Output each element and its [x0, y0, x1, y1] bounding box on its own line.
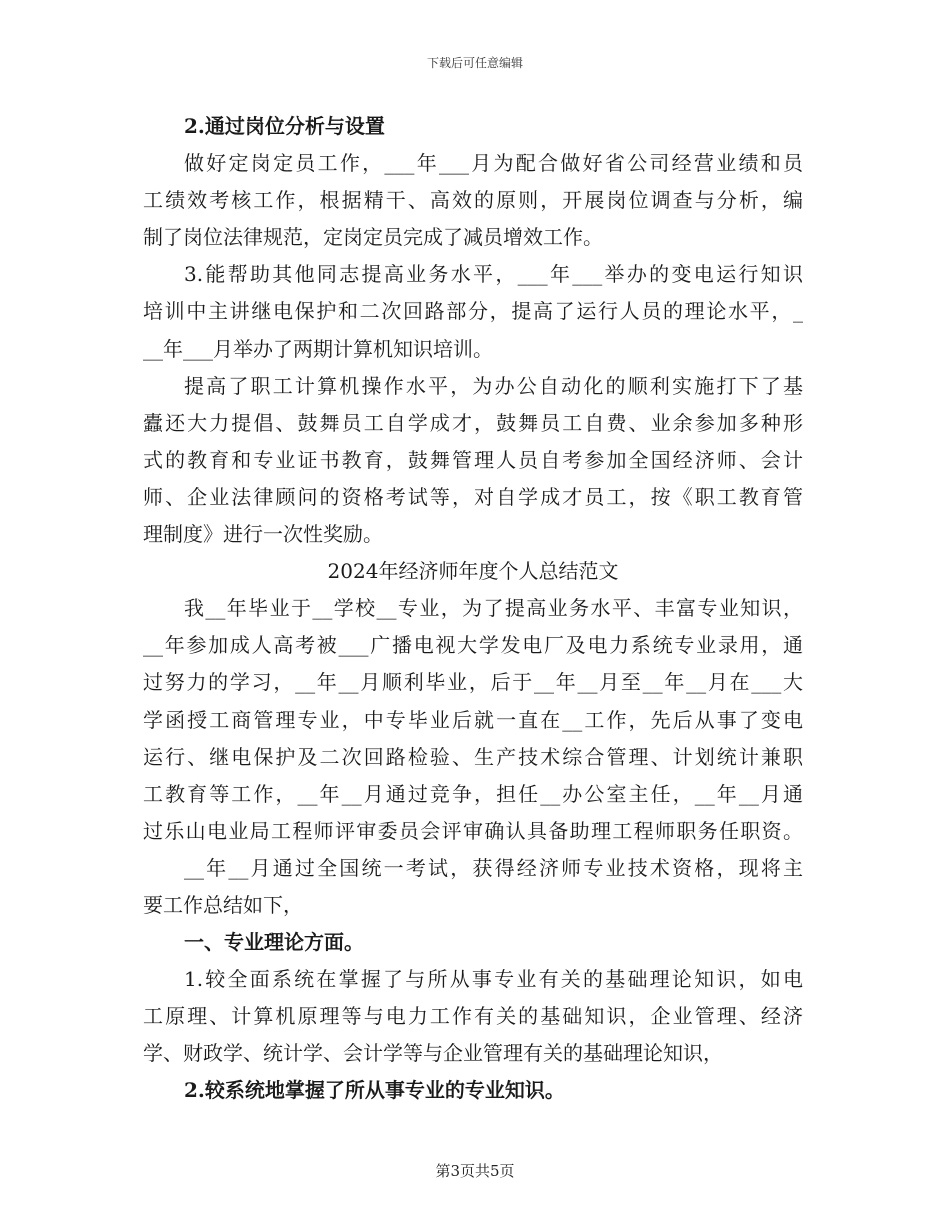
paragraph-line: __年__月通过全国统一考试，获得经济师专业技术资格，现将主: [184, 855, 803, 880]
paragraph-line: 做好定岗定员工作，___年___月为配合做好省公司经营业绩和员: [184, 151, 803, 176]
section-heading: 2.通过岗位分析与设置: [184, 114, 385, 138]
paragraph-line: 学、财政学、统计学、会计学等与企业管理有关的基础理论知识，: [143, 1041, 723, 1066]
paragraph-line: 我__年毕业于__学校__专业，为了提高业务水平、丰富专业知识，: [184, 596, 803, 621]
paragraph-line: 过努力的学习，__年__月顺利毕业，后于__年__月至__年__月在___大: [143, 670, 803, 695]
article-title: 2024年经济师年度个人总结范文: [327, 559, 619, 584]
paragraph-line: 蠹还大力提倡、鼓舞员工自学成才，鼓舞员工自费、业余参加多种形: [143, 410, 803, 435]
paragraph-line: 1.较全面系统在掌握了与所从事专业有关的基础理论知识，如电: [184, 967, 803, 992]
page-number: 第3页共5页: [435, 1162, 515, 1180]
page-header: 下载后可任意编辑: [426, 56, 523, 70]
section-heading: 2.较系统地掌握了所从事专业的专业知识。: [184, 1078, 565, 1103]
paragraph-line: 工原理、计算机原理等与电力工作有关的基础知识，企业管理、经济: [143, 1004, 803, 1029]
paragraph-line: 学函授工商管理专业，中专毕业后就一直在__工作，先后从事了变电: [143, 707, 803, 732]
paragraph-line: 理制度》进行一次性奖励。: [143, 522, 383, 547]
section-heading: 一、专业理论方面。: [184, 930, 364, 955]
paragraph-line: 培训中主讲继电保护和二次回路部分，提高了运行人员的理论水平，_: [143, 299, 803, 324]
paragraph-line: 制了岗位法律规范，定岗定员完成了减员增效工作。: [143, 225, 603, 250]
paragraph-line: __年___月举办了两期计算机知识培训。: [143, 336, 493, 361]
paragraph-line: __年参加成人高考被___广播电视大学发电厂及电力系统专业录用，通: [143, 633, 803, 658]
paragraph-line: 工教育等工作，__年__月通过竞争，担任__办公室主任，__年__月通: [143, 781, 803, 806]
paragraph-line: 工绩效考核工作，根据精干、高效的原则，开展岗位调查与分析，编: [143, 188, 803, 213]
paragraph-line: 要工作总结如下，: [143, 892, 303, 917]
paragraph-line: 师、企业法律顾问的资格考试等，对自学成才员工，按《职工教育管: [143, 484, 803, 509]
paragraph-line: 式的教育和专业证书教育，鼓舞管理人员自考参加全国经济师、会计: [143, 447, 803, 472]
paragraph-line: 3.能帮助其他同志提高业务水平，___年___举办的变电运行知识: [184, 262, 803, 287]
document-body: [143, 108, 803, 1110]
paragraph-line: 过乐山电业局工程师评审委员会评审确认具备助理工程师职务任职资。: [143, 818, 803, 843]
paragraph-line: 运行、继电保护及二次回路检验、生产技术综合管理、计划统计兼职: [143, 744, 803, 769]
paragraph-line: 提高了职工计算机操作水平，为办公自动化的顺利实施打下了基: [184, 373, 803, 398]
